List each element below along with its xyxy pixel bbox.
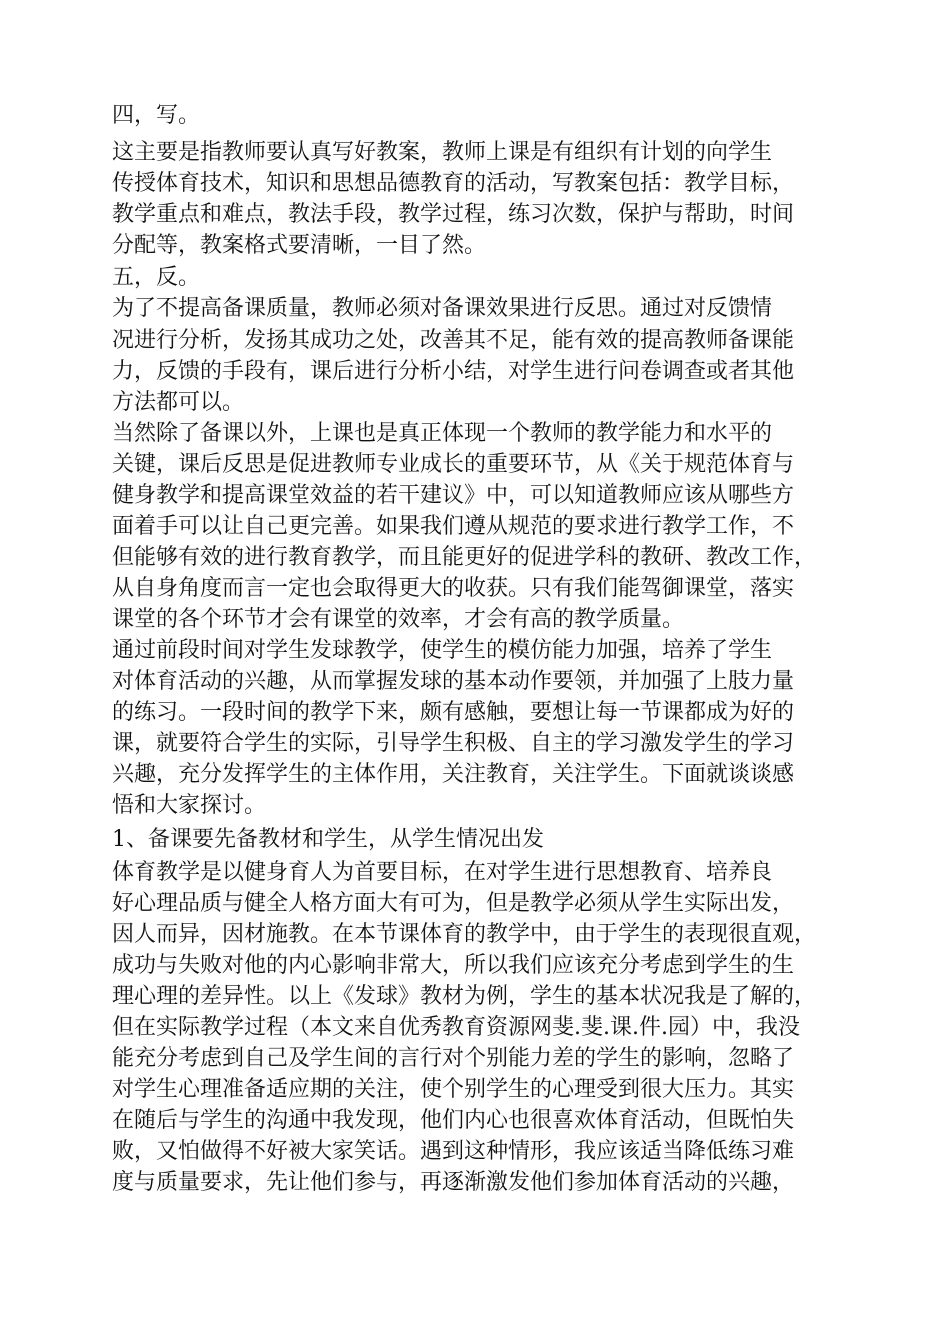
text-line: 对学生心理准备适应期的关注，使个别学生的心理受到很大压力。其实	[112, 1077, 795, 1102]
text-line: 兴趣，充分发挥学生的主体作用，关注教育，关注学生。下面就谈谈感	[112, 762, 795, 787]
text-line: 健身教学和提高课堂效益的若干建议》中，可以知道教师应该从哪些方	[112, 483, 795, 508]
text-line: 课，就要符合学生的实际，引导学生积极、自主的学习激发学生的学习	[112, 731, 795, 756]
text-line: 好心理品质与健全人格方面大有可为，但是教学必须从学生实际出发，	[112, 891, 795, 916]
text-line: 败，又怕做得不好被大家笑话。遇到这种情形，我应该适当降低练习难	[112, 1139, 795, 1164]
text-line: 力，反馈的手段有，课后进行分析小结，对学生进行问卷调查或者其他	[112, 359, 795, 384]
text-line: 关键，课后反思是促进教师专业成长的重要环节，从《关于规范体育与	[112, 452, 795, 477]
text-line: 分配等，教案格式要清晰，一目了然。	[112, 233, 487, 258]
text-line: 通过前段时间对学生发球教学，使学生的模仿能力加强，培养了学生	[112, 638, 773, 663]
text-line: 但能够有效的进行教育教学，而且能更好的促进学科的教研、教改工作，	[112, 545, 817, 570]
section-heading: 1、备课要先备教材和学生，从学生情况出发	[112, 827, 544, 852]
text-line: 教学重点和难点，教法手段，教学过程，练习次数，保护与帮助，时间	[112, 202, 795, 227]
text-line: 方法都可以。	[112, 390, 245, 415]
text-line: 理心理的差异性。以上《发球》教材为例，学生的基本状况我是了解的，	[112, 984, 817, 1009]
text-line: 成功与失败对他的内心影响非常大，所以我们应该充分考虑到学生的生	[112, 953, 795, 978]
text-line: 从自身角度而言一定也会取得更大的收获。只有我们能驾御课堂，落实	[112, 576, 795, 601]
text-line: 四，写。	[112, 103, 201, 128]
text-line: 度与质量要求，先让他们参与，再逐渐激发他们参加体育活动的兴趣，	[112, 1170, 795, 1195]
text-line: 的练习。一段时间的教学下来，颇有感触，要想让每一节课都成为好的	[112, 700, 795, 725]
text-line: 面着手可以让自己更完善。如果我们遵从规范的要求进行教学工作，不	[112, 514, 795, 539]
text-line: 在随后与学生的沟通中我发现，他们内心也很喜欢体育活动，但既怕失	[112, 1108, 795, 1133]
text-line: 因人而异，因材施教。在本节课体育的教学中，由于学生的表现很直观，	[112, 922, 817, 947]
text-line: 对体育活动的兴趣，从而掌握发球的基本动作要领，并加强了上肢力量	[112, 669, 795, 694]
text-line: 能充分考虑到自己及学生间的言行对个别能力差的学生的影响，忽略了	[112, 1046, 795, 1071]
text-line: 况进行分析，发扬其成功之处，改善其不足，能有效的提高教师备课能	[112, 328, 795, 353]
text-line: 这主要是指教师要认真写好教案，教师上课是有组织有计划的向学生	[112, 140, 773, 165]
text-line: 当然除了备课以外，上课也是真正体现一个教师的教学能力和水平的	[112, 421, 773, 446]
text-line: 课堂的各个环节才会有课堂的效率，才会有高的教学质量。	[112, 607, 685, 632]
text-line: 但在实际教学过程（本文来自优秀教育资源网斐.斐.课.件.园）中，我没	[112, 1015, 800, 1040]
text-line: 体育教学是以健身育人为首要目标，在对学生进行思想教育、培养良	[112, 860, 773, 885]
text-line: 为了不提高备课质量，教师必须对备课效果进行反思。通过对反馈情	[112, 296, 773, 321]
text-line: 传授体育技术，知识和思想品德教育的活动，写教案包括：教学目标，	[112, 171, 795, 196]
text-line: 悟和大家探讨。	[112, 793, 267, 818]
text-line: 五，反。	[112, 265, 201, 290]
